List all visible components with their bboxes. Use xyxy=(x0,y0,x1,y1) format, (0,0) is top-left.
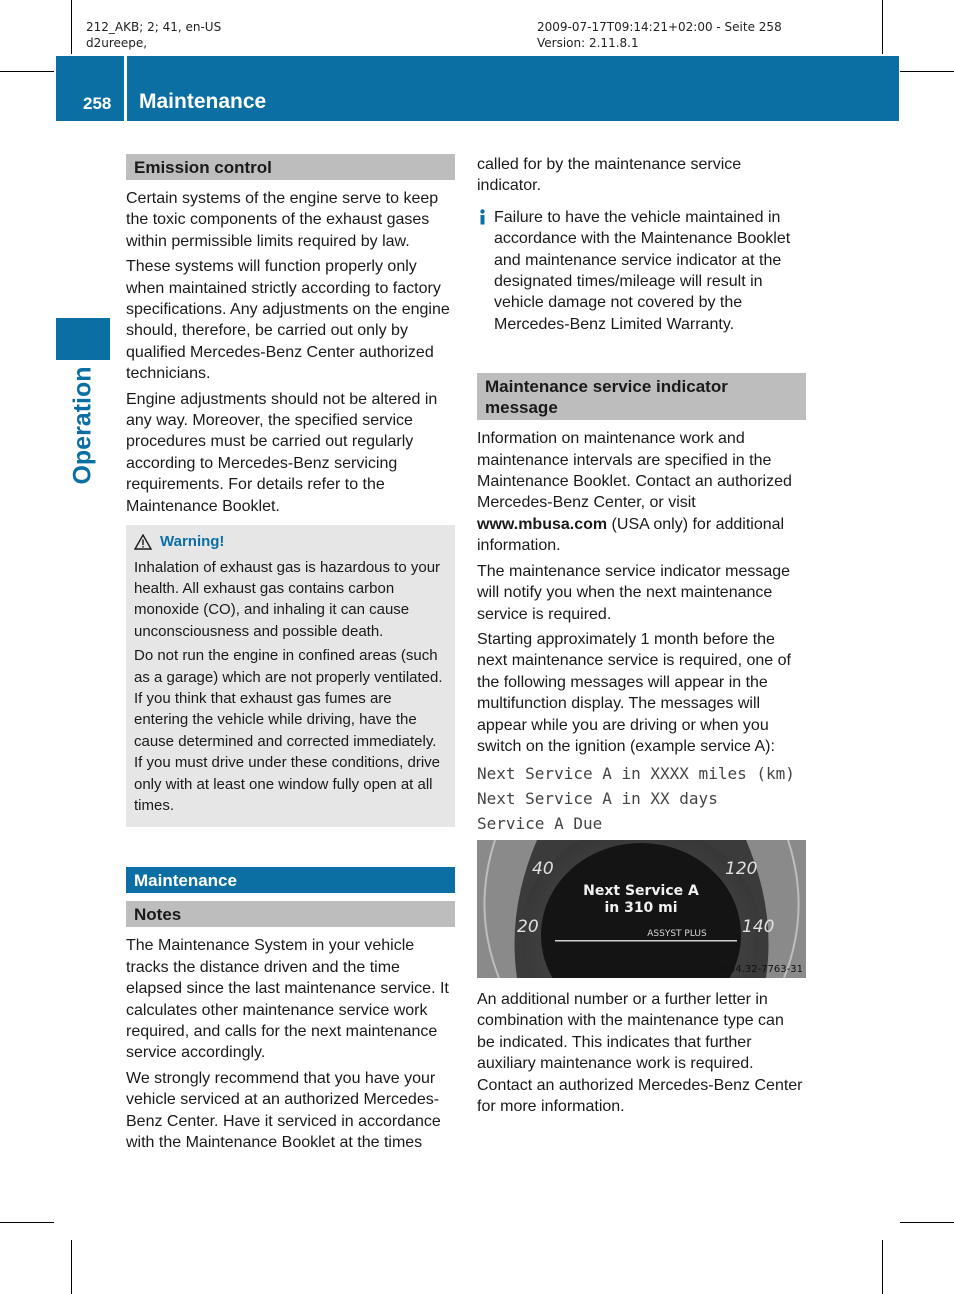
paragraph: Engine adjustments should not be altered in any way. Moreover, the specified service procedures must be carried out regularly according to Mercedes-Benz servicing requirements. For details refer to the Maintenance Booklet. xyxy=(126,390,438,515)
crop-mark xyxy=(900,1222,954,1223)
meta-line: 2009-07-17T09:14:21+02:00 - Seite 258 xyxy=(537,20,782,34)
paragraph: Certain systems of the engine serve to keep the toxic components of the exhaust gases within permissible limits required by law. xyxy=(126,190,439,250)
paragraph-text: Information on maintenance work and maintenance intervals are specified in the Maintenance Booklet. Contact an authorized Mercedes-Benz Center, or visit xyxy=(477,430,792,512)
info-text: Failure to have the vehicle maintained in accordance with the Maintenance Booklet and maintenance service indicator at the designated times/mileage will result in vehicle damage not covered by the Mercedes-Benz Limited Warranty. xyxy=(494,208,791,333)
side-label: Operation xyxy=(68,365,97,485)
warning-header xyxy=(134,531,447,552)
header-divider xyxy=(124,56,127,121)
crop-mark xyxy=(900,71,954,72)
side-tab xyxy=(56,318,110,360)
crop-mark xyxy=(882,0,883,54)
section-heading-maintenance: Maintenance xyxy=(126,867,455,893)
right-column xyxy=(477,154,806,836)
warning-box xyxy=(126,525,455,827)
side-label-container xyxy=(56,360,110,490)
paragraph-text: (USA only) for additional information. xyxy=(477,515,785,555)
paragraph: called for by the maintenance service indicator. xyxy=(477,156,742,195)
section-heading-notes: Notes xyxy=(126,901,455,927)
meta-line: Version: 2.11.8.1 xyxy=(537,36,639,50)
warning-paragraph: Inhalation of exhaust gas is hazardous to your health. All exhaust gas contains carbon monoxide (CO), and inhaling it can cause unconsciousness and possible death. xyxy=(134,558,441,640)
crop-mark xyxy=(0,1222,54,1223)
speed-label-40: 40 xyxy=(532,859,554,879)
website-link[interactable]: www.mbusa.com xyxy=(477,515,608,533)
crop-mark xyxy=(71,1240,72,1294)
info-note xyxy=(477,207,806,335)
paragraph: An additional number or a further letter in combination with the maintenance type can be indicated. This indicates that further auxiliary maintenance work is required. Contact an authorized Mercedes-Benz Center for more information. xyxy=(477,991,803,1116)
display-message: Next Service A in XXXX miles (km) xyxy=(477,764,795,784)
meta-line: d2ureepe, xyxy=(86,36,148,50)
speed-label-120: 120 xyxy=(725,859,758,879)
section-heading-indicator: Maintenance service indicator message xyxy=(477,373,806,420)
display-message: Service A Due xyxy=(477,814,603,834)
speed-label-20: 20 xyxy=(517,917,539,937)
print-meta-left xyxy=(86,19,221,51)
crop-mark xyxy=(0,71,54,72)
paragraph: These systems will function properly only when maintained strictly according to factory specifications. Any adjustments on the engine should, therefore, be carried out only by qualified Mercedes-Benz Center authorized technicians. xyxy=(126,258,450,383)
page-number: 258 xyxy=(83,94,112,113)
right-column-bottom xyxy=(477,989,806,1121)
meta-line: 212_AKB; 2; 41, en-US xyxy=(86,20,222,34)
warning-paragraph: Do not run the engine in confined areas (such as a garage) which are not properly ventilated. If you think that exhaust gas fumes are entering the vehicle while driving, have the cause determined and corrected immediately. If you must drive under these conditions, drive only with at least one window fully open at all times. xyxy=(134,647,443,814)
warning-triangle-icon xyxy=(134,534,152,550)
left-column xyxy=(126,154,455,1157)
speed-label-140: 140 xyxy=(742,917,775,937)
section-heading-emission: Emission control xyxy=(126,154,455,180)
display-line-1: Next Service A xyxy=(583,883,699,899)
paragraph: Starting approximately 1 month before the next maintenance service is required, one of the following messages will appear in the multifunction display. The messages will appear while you are driving or when you switch on the ignition (example service A): xyxy=(477,630,791,755)
image-code: P54.32-7763-31 xyxy=(722,964,803,975)
paragraph xyxy=(477,428,806,556)
paragraph: The Maintenance System in your vehicle tracks the distance driven and the time elapsed since the last maintenance service. It calculates other maintenance service work required, and calls for the next maintenance service accordingly. xyxy=(126,937,449,1062)
crop-mark xyxy=(882,1240,883,1294)
info-icon xyxy=(477,209,488,225)
print-meta-right xyxy=(537,19,782,51)
page-title: Maintenance xyxy=(139,90,267,113)
instrument-cluster-image xyxy=(477,840,806,978)
crop-mark xyxy=(71,0,72,54)
paragraph: We strongly recommend that you have your vehicle serviced at an authorized Mercedes-Benz Center. Have it serviced in accordance with the Maintenance Booklet at the times xyxy=(126,1069,441,1152)
display-message: Next Service A in XX days xyxy=(477,789,718,809)
warning-title: Warning! xyxy=(160,533,225,551)
paragraph: The maintenance service indicator message will notify you when the next maintenance service is required. xyxy=(477,562,791,623)
display-line-2: in 310 mi xyxy=(604,900,678,916)
display-assyst: ASSYST PLUS xyxy=(647,929,707,939)
